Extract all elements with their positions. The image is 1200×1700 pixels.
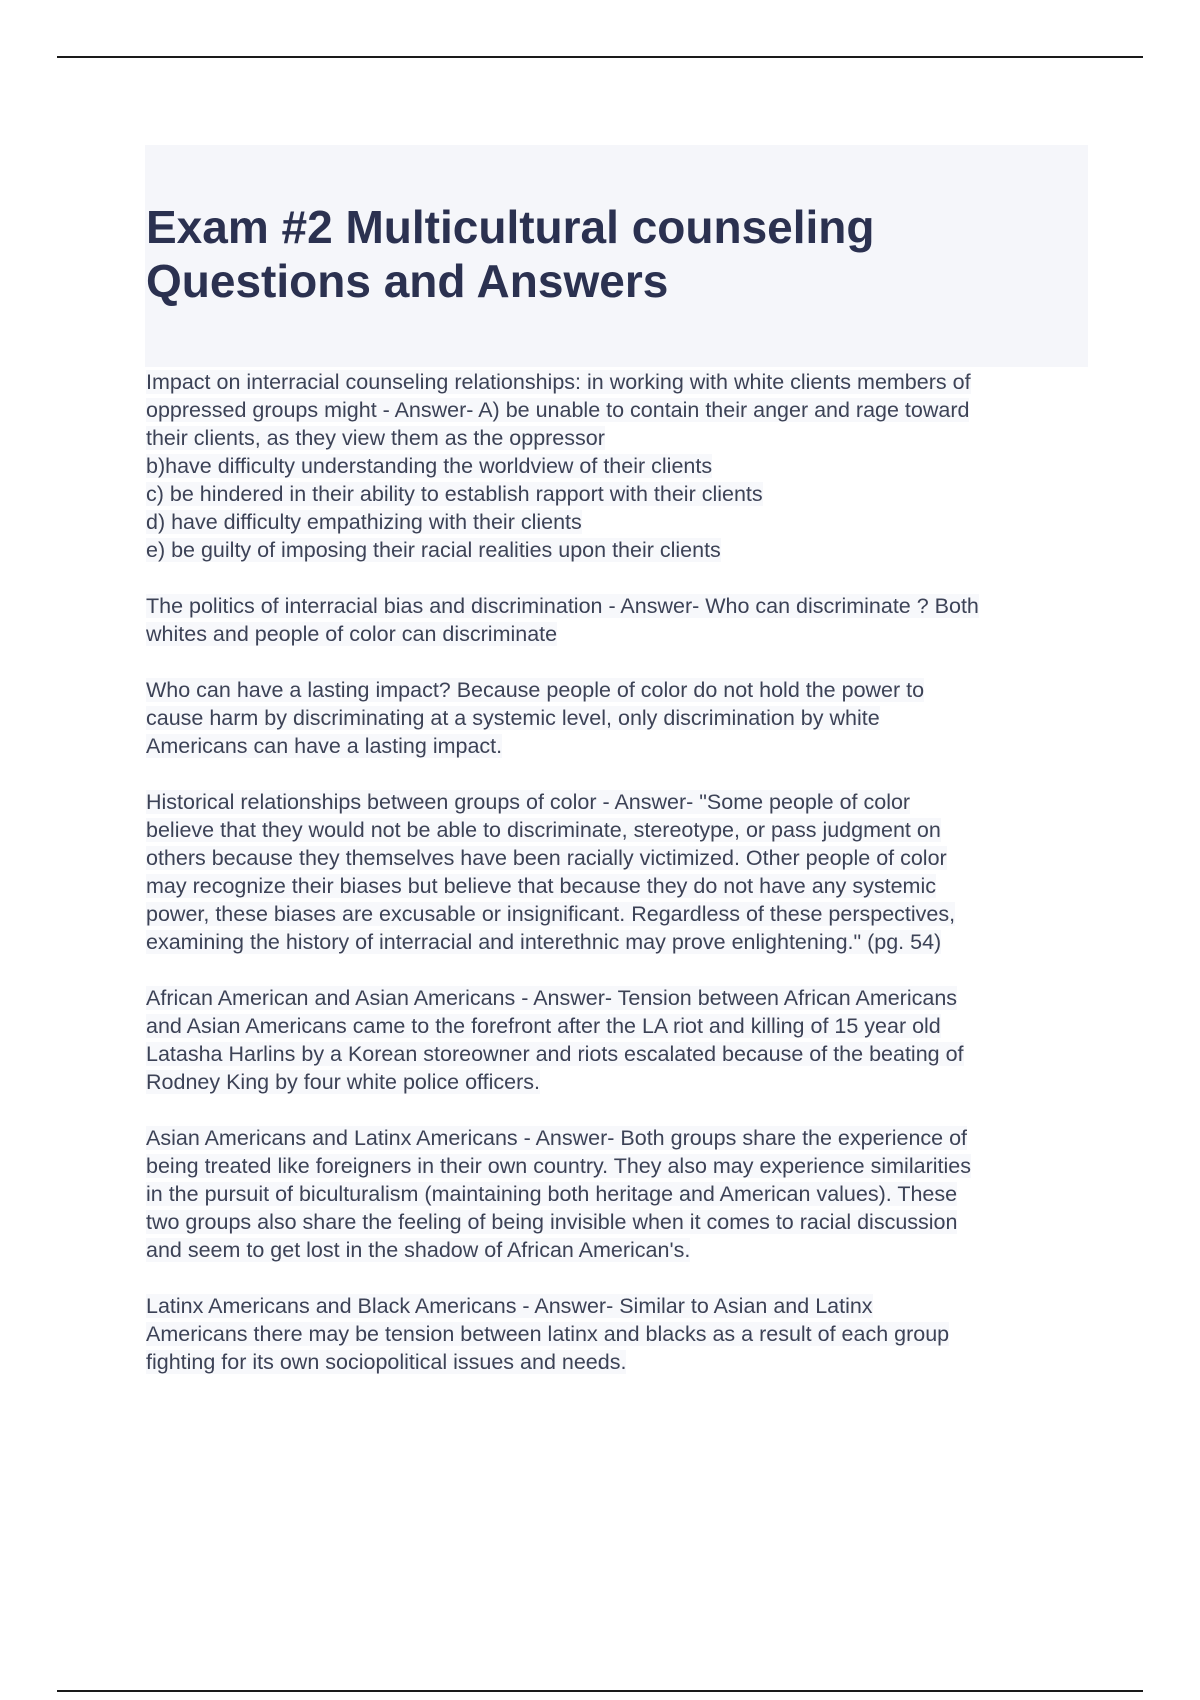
qa-line-text: whites and people of color can discriminate [146,622,558,646]
qa-line-text: d) have difficulty empathizing with their clients [146,510,582,534]
qa-line-text: b)have difficulty understanding the worldview of their clients [146,454,713,478]
qa-line [146,620,1096,648]
qa-line [146,900,1096,928]
qa-line-text: Asian Americans and Latinx Americans - Answer- Both groups share the experience of [146,1126,968,1150]
qa-line-text: Americans can have a lasting impact. [146,734,503,758]
qa-line-text: power, these biases are excusable or insignificant. Regardless of these perspectives, [146,902,956,926]
qa-line [146,816,1096,844]
qa-line [146,844,1096,872]
qa-entry [146,1292,1096,1376]
qa-line-text: Historical relationships between groups of color - Answer- "Some people of color [146,790,911,814]
qa-line-text: examining the history of interracial and interethnic may prove enlightening." (pg. 54) [146,930,942,954]
document-title [146,200,1076,308]
qa-line-text: c) be hindered in their ability to establish rapport with their clients [146,482,763,506]
qa-line [146,788,1096,816]
qa-line [146,1152,1096,1180]
qa-entry [146,676,1096,760]
qa-line [146,984,1096,1012]
qa-line [146,1292,1096,1320]
qa-line-text: may recognize their biases but believe that because they do not have any systemic [146,874,936,898]
qa-line-text: and Asian Americans came to the forefront after the LA riot and killing of 15 year old [146,1014,941,1038]
qa-line [146,536,1096,564]
qa-line [146,1040,1096,1068]
qa-line [146,928,1096,956]
qa-line-text: fighting for its own sociopolitical issues and needs. [146,1350,627,1374]
qa-line-text: e) be guilty of imposing their racial realities upon their clients [146,538,721,562]
qa-line [146,592,1096,620]
qa-entry [146,368,1096,564]
qa-line-text: believe that they would not be able to discriminate, stereotype, or pass judgment on [146,818,941,842]
qa-entry [146,788,1096,956]
qa-line-text: Impact on interracial counseling relationships: in working with white clients members of [146,370,971,394]
qa-line-text: being treated like foreigners in their own country. They also may experience similarities [146,1154,971,1178]
qa-line [146,396,1096,424]
qa-line-text: Who can have a lasting impact? Because people of color do not hold the power to [146,678,925,702]
qa-line [146,1012,1096,1040]
qa-line [146,1236,1096,1264]
qa-entry [146,592,1096,648]
qa-line [146,508,1096,536]
qa-line [146,1348,1096,1376]
qa-line-text: The politics of interracial bias and discrimination - Answer- Who can discriminate ? Both [146,594,979,618]
qa-line-text: oppressed groups might - Answer- A) be unable to contain their anger and rage toward [146,398,970,422]
qa-line-text: Rodney King by four white police officers. [146,1070,540,1094]
qa-line [146,1180,1096,1208]
qa-line-text: cause harm by discriminating at a systemic level, only discrimination by white [146,706,880,730]
qa-entry [146,984,1096,1096]
qa-line [146,732,1096,760]
qa-line-text: Latinx Americans and Black Americans - Answer- Similar to Asian and Latinx [146,1294,873,1318]
qa-line-text: in the pursuit of biculturalism (maintaining both heritage and American values). These [146,1182,958,1206]
qa-line [146,872,1096,900]
qa-line-text: others because they themselves have been racially victimized. Other people of color [146,846,947,870]
qa-line [146,480,1096,508]
top-rule [57,56,1143,58]
qa-line [146,704,1096,732]
qa-line [146,676,1096,704]
bottom-rule [57,1690,1143,1692]
qa-line-text: Latasha Harlins by a Korean storeowner and riots escalated because of the beating of [146,1042,964,1066]
qa-line [146,368,1096,396]
qa-line-text: African American and Asian Americans - Answer- Tension between African Americans [146,986,958,1010]
qa-line-text: two groups also share the feeling of being invisible when it comes to racial discussion [146,1210,958,1234]
qa-line [146,424,1096,452]
qa-list [146,368,1096,1404]
qa-line-text: Americans there may be tension between latinx and blacks as a result of each group [146,1322,950,1346]
qa-line [146,452,1096,480]
title-line: Questions and Answers [146,255,669,307]
qa-line [146,1320,1096,1348]
qa-line [146,1208,1096,1236]
qa-entry [146,1124,1096,1264]
qa-line [146,1124,1096,1152]
qa-line [146,1068,1096,1096]
qa-line-text: and seem to get lost in the shadow of African American's. [146,1238,691,1262]
qa-line-text: their clients, as they view them as the oppressor [146,426,605,450]
title-line: Exam #2 Multicultural counseling [146,201,875,253]
